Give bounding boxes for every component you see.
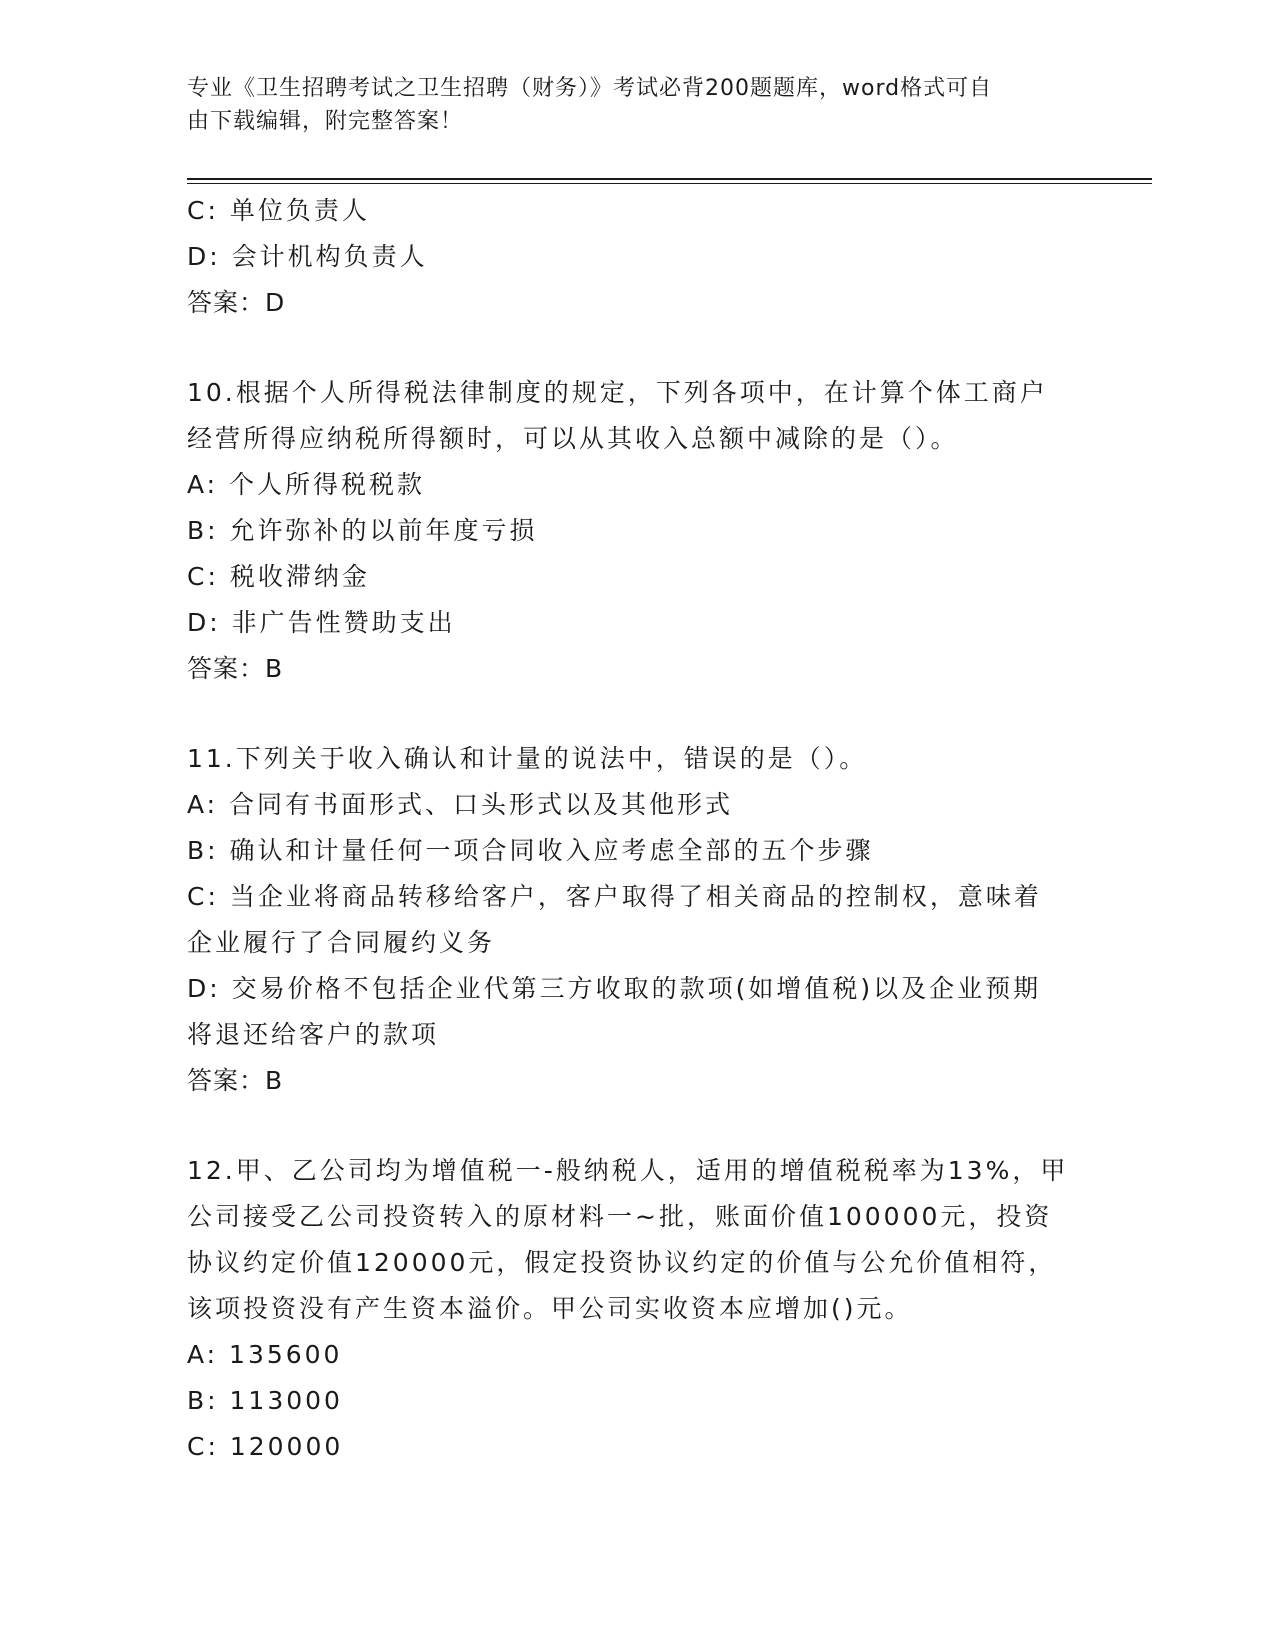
option-a: A: 135600	[187, 1340, 343, 1369]
option-c-line-1: C: 当企业将商品转移给客户，客户取得了相关商品的控制权，意味着	[187, 882, 1042, 911]
question-block-11	[187, 736, 1087, 1104]
answer-line: 答案：B	[187, 654, 284, 683]
question-block-10	[187, 370, 1087, 692]
option-c: C: 税收滞纳金	[187, 562, 370, 591]
option-a: A: 个人所得税税款	[187, 470, 426, 499]
question-stem-line-1: 11.下列关于收入确认和计量的说法中，错误的是（）。	[187, 744, 868, 773]
question-list	[187, 188, 1087, 1470]
spacer	[187, 1104, 1087, 1148]
question-stem-line-3: 协议约定价值120000元，假定投资协议约定的价值与公允价值相符，	[187, 1248, 1057, 1277]
option-c: C: 单位负责人	[187, 196, 370, 225]
option-c-line-2: 企业履行了合同履约义务	[187, 928, 496, 957]
option-c: C: 120000	[187, 1432, 344, 1461]
question-stem-line-2: 公司接受乙公司投资转入的原材料一~批，账面价值100000元，投资	[187, 1202, 1053, 1231]
header-divider-thin	[187, 183, 1152, 184]
option-b: B: 确认和计量任何一项合同收入应考虑全部的五个步骤	[187, 836, 874, 865]
option-b: B: 允许弥补的以前年度亏损	[187, 516, 538, 545]
answer-line: 答案：D	[187, 288, 286, 317]
header-line-1: 专业《卫生招聘考试之卫生招聘（财务）》考试必背200题题库，word格式可自	[187, 76, 993, 101]
answer-line: 答案：B	[187, 1066, 284, 1095]
question-stem-line-2: 经营所得应纳税所得额时，可以从其收入总额中减除的是（）。	[187, 424, 959, 453]
option-d: D: 非广告性赞助支出	[187, 608, 456, 637]
question-stem-line-1: 10.根据个人所得税法律制度的规定，下列各项中，在计算个体工商户	[187, 378, 1048, 407]
option-d: D: 会计机构负责人	[187, 242, 428, 271]
header-line-2: 由下载编辑，附完整答案！	[187, 109, 464, 134]
question-block-12	[187, 1148, 1087, 1470]
document-header	[187, 72, 1067, 138]
option-d-line-1: D: 交易价格不包括企业代第三方收取的款项(如增值税)以及企业预期	[187, 974, 1042, 1003]
option-b: B: 113000	[187, 1386, 343, 1415]
option-a: A: 合同有书面形式、口头形式以及其他形式	[187, 790, 734, 819]
question-stem-line-1: 12.甲、乙公司均为增值税一-般纳税人，适用的增值税税率为13%，甲	[187, 1156, 1069, 1185]
header-divider-thick	[187, 178, 1152, 180]
spacer	[187, 692, 1087, 736]
option-d-line-2: 将退还给客户的款项	[187, 1020, 440, 1049]
question-stem-line-4: 该项投资没有产生资本溢价。甲公司实收资本应增加()元。	[187, 1294, 913, 1323]
question-block-previous	[187, 188, 1087, 326]
spacer	[187, 326, 1087, 370]
